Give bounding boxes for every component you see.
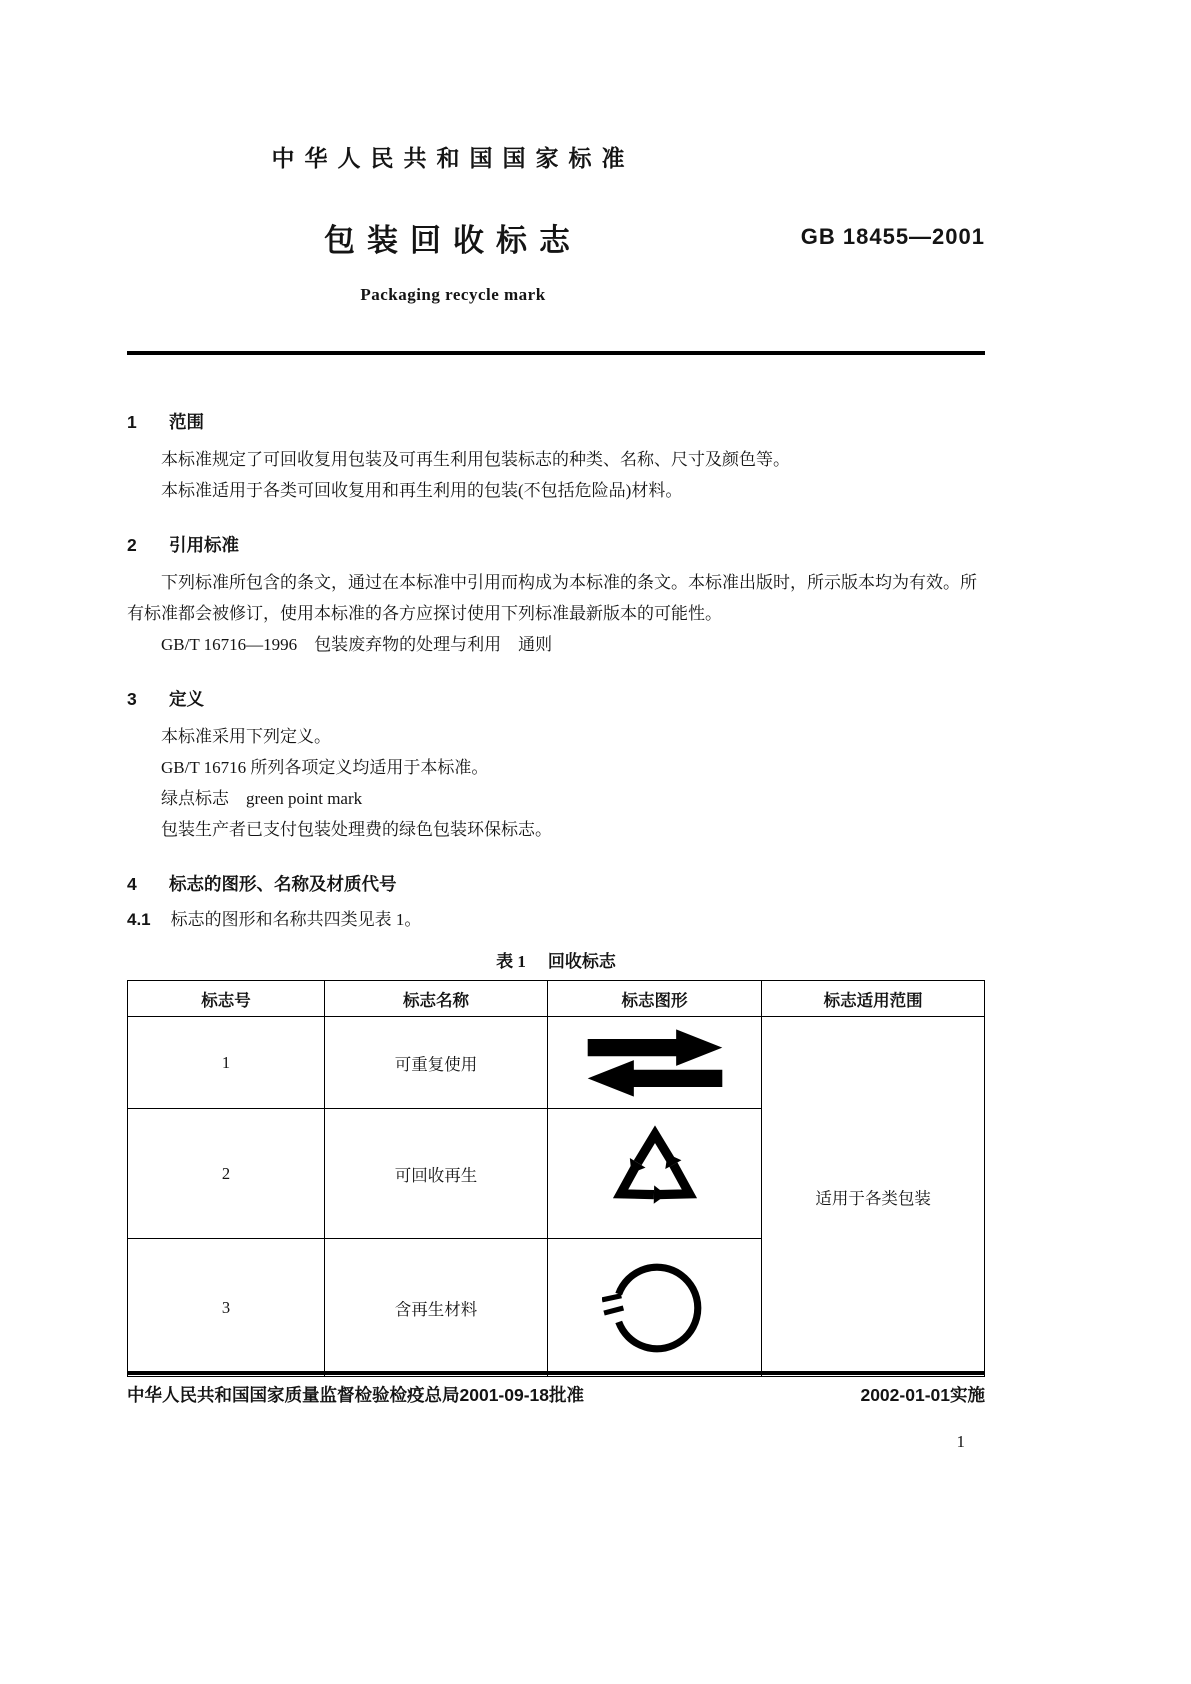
title-row xyxy=(127,215,779,258)
paragraph: 包装生产者已支付包装处理费的绿色包装环保标志。 xyxy=(161,820,552,839)
table-caption xyxy=(127,947,985,972)
mark-graphic-cell xyxy=(547,1239,761,1377)
paragraph: 本标准采用下列定义。 xyxy=(161,727,331,746)
section-1-title: 范围 xyxy=(169,412,204,432)
section-1-body xyxy=(127,444,985,506)
mark-graphic-cell xyxy=(547,1017,761,1109)
page-number: 1 xyxy=(956,1432,965,1451)
col-header-mark-name: 标志名称 xyxy=(325,981,548,1017)
referenced-standard-line: GB/T 16716—1996 包装废弃物的处理与利用 通则 xyxy=(161,635,553,654)
mark-name-cell: 可回收再生 xyxy=(325,1109,548,1239)
english-subtitle: Packaging recycle mark xyxy=(360,285,546,304)
paragraph: 本标准适用于各类可回收复用和再生利用的包装(不包括危险品)材料。 xyxy=(161,481,683,500)
mark-number-cell: 1 xyxy=(128,1017,325,1109)
mark-name-cell: 可重复使用 xyxy=(325,1017,548,1109)
table-caption-label: 表 1 xyxy=(496,952,526,971)
mark-name-cell: 含再生材料 xyxy=(325,1239,548,1377)
standard-code: GB 18455—2001 xyxy=(800,224,985,249)
section-2-title: 引用标准 xyxy=(169,535,239,555)
recycled-material-circle-icon xyxy=(602,1255,708,1361)
section-2-number: 2 xyxy=(127,535,137,555)
section-4-number: 4 xyxy=(127,874,137,894)
mark-number-cell: 3 xyxy=(128,1239,325,1377)
reuse-arrows-icon xyxy=(580,1027,730,1099)
section-3-title: 定义 xyxy=(169,689,204,709)
section-3-number: 3 xyxy=(127,689,137,709)
implementation-date-text: 2002-01-01实施 xyxy=(860,1385,985,1405)
table-caption-text: 回收标志 xyxy=(547,952,616,971)
section-1-number: 1 xyxy=(127,412,137,432)
section-3-heading xyxy=(127,686,985,711)
header-rule xyxy=(127,351,985,355)
recycle-triangle-icon xyxy=(600,1121,710,1227)
green-point-term-line: 绿点标志 green point mark xyxy=(161,789,363,808)
clause-4-1 xyxy=(127,904,985,935)
section-2-body xyxy=(127,567,985,660)
footer-rule xyxy=(127,1371,985,1375)
paragraph: GB/T 16716 所列各项定义均适用于本标准。 xyxy=(161,758,489,777)
section-2-heading xyxy=(127,532,985,557)
section-4-heading xyxy=(127,871,985,896)
section-4-title: 标志的图形、名称及材质代号 xyxy=(169,874,397,894)
national-standard-line: 中华人民共和国国家标准 xyxy=(271,145,635,171)
section-3-body xyxy=(127,721,985,845)
table-header-row xyxy=(128,981,985,1017)
clause-4-1-text: 标志的图形和名称共四类见表 1。 xyxy=(170,910,422,929)
col-header-mark-number: 标志号 xyxy=(128,981,325,1017)
recycle-marks-table xyxy=(127,980,985,1377)
mark-graphic-cell xyxy=(547,1109,761,1239)
paragraph: 下列标准所包含的条文，通过在本标准中引用而构成为本标准的条文。本标准出版时，所示版本均为有效。所有标准都会被修订，使用本标准的各方应探讨使用下列标准最新版本的可能性。 xyxy=(127,573,977,623)
section-1-heading xyxy=(127,409,985,434)
page-content xyxy=(127,0,985,1377)
clause-4-1-number: 4.1 xyxy=(127,910,151,929)
scope-merged-cell: 适用于各类包装 xyxy=(762,1017,985,1377)
col-header-mark-graphic: 标志图形 xyxy=(547,981,761,1017)
approval-authority-text: 中华人民共和国国家质量监督检验检疫总局2001-09-18批准 xyxy=(127,1385,585,1405)
paragraph: 本标准规定了可回收复用包装及可再生利用包装标志的种类、名称、尺寸及颜色等。 xyxy=(161,450,790,469)
mark-number-cell: 2 xyxy=(128,1109,325,1239)
col-header-mark-scope: 标志适用范围 xyxy=(762,981,985,1017)
footer xyxy=(127,1382,985,1407)
header-block xyxy=(127,140,779,305)
table-row xyxy=(128,1017,985,1109)
document-title: 包装回收标志 xyxy=(324,223,582,258)
